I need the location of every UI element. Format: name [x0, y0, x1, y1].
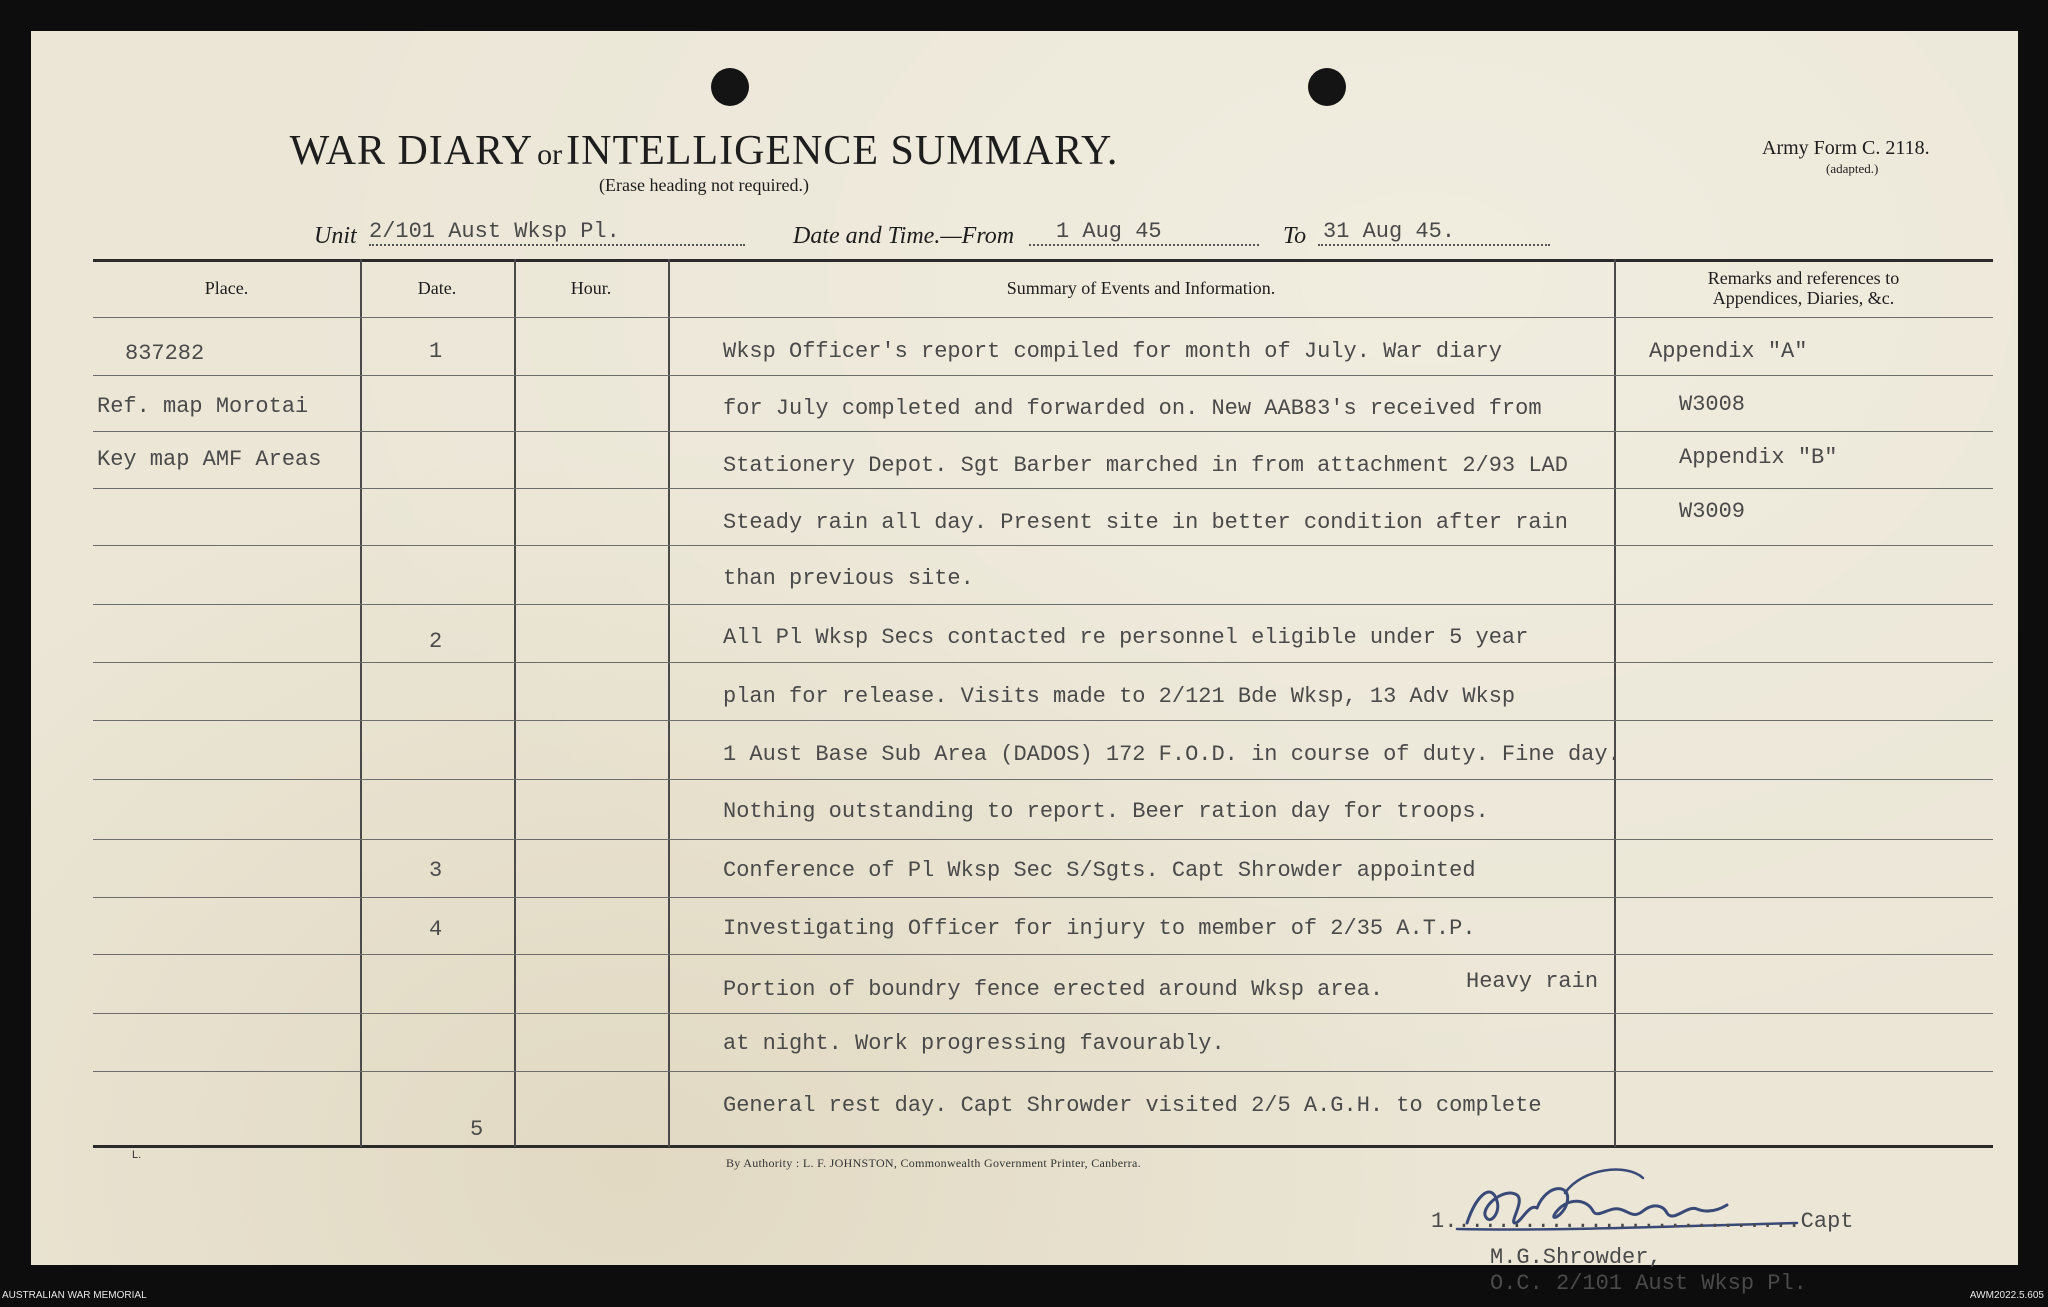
date-entry: 1 — [429, 339, 443, 364]
signatory-unit: O.C. 2/101 Aust Wksp Pl. — [1490, 1271, 1807, 1296]
handwritten-signature — [1397, 1153, 1817, 1253]
from-dotted-line — [1029, 244, 1259, 246]
unit-label: Unit — [314, 223, 357, 249]
date-entry: 5 — [470, 1117, 484, 1142]
signature-number: 1. — [1431, 1209, 1458, 1234]
signature-block — [1397, 1153, 1897, 1296]
header-summary: Summary of Events and Information. — [1006, 278, 1276, 298]
row-rule — [93, 375, 1993, 376]
remarks-entry: W3008 — [1679, 392, 1746, 417]
summary-line: Investigating Officer for injury to member of 2/35 A.T.P. — [723, 916, 1476, 941]
row-rule — [93, 720, 1993, 721]
signatory-name: M.G.Shrowder, — [1490, 1245, 1662, 1270]
row-rule — [93, 1071, 1993, 1072]
summary-line: for July completed and forwarded on. New AAB83's received from — [723, 396, 1542, 421]
diary-table — [93, 259, 1993, 1147]
place-entry: Ref. map Morotai — [97, 394, 309, 419]
punch-hole — [711, 68, 749, 106]
summary-line: Portion of boundry fence erected around Wksp area. — [723, 977, 1384, 1002]
form-number: Army Form C. 2118. — [1762, 137, 1930, 159]
summary-line: All Pl Wksp Secs contacted re personnel eligible under 5 year — [723, 625, 1529, 650]
row-rule — [93, 431, 1993, 432]
row-rule — [93, 317, 1993, 318]
header-hour: Hour. — [570, 278, 612, 298]
summary-line: 1 Aust Base Sub Area (DADOS) 172 F.O.D. in course of duty. Fine day. — [723, 742, 1621, 767]
summary-insert: Heavy rain — [1466, 969, 1599, 994]
summary-line: than previous site. — [723, 566, 974, 591]
table-bottom-rule — [93, 1145, 1993, 1148]
row-rule — [93, 488, 1993, 489]
footer-mark: L. — [132, 1149, 142, 1161]
archive-credit: AUSTRALIAN WAR MEMORIAL — [2, 1290, 147, 1301]
place-entry: 837282 — [125, 341, 205, 366]
signature-rank: Capt — [1800, 1209, 1854, 1234]
row-rule — [93, 954, 1993, 955]
punch-hole — [1308, 68, 1346, 106]
summary-line: Conference of Pl Wksp Sec S/Sgts. Capt Shrowder appointed — [723, 858, 1476, 883]
date-entry: 3 — [429, 858, 443, 883]
war-diary-sheet — [31, 31, 2018, 1296]
to-value: 31 Aug 45. — [1323, 219, 1456, 244]
row-rule — [93, 839, 1993, 840]
row-rule — [93, 779, 1993, 780]
row-rule — [93, 897, 1993, 898]
summary-line: General rest day. Capt Shrowder visited 2/5 A.G.H. to complete — [723, 1093, 1542, 1118]
date-time-label: Date and Time.—From — [793, 223, 1015, 249]
row-rule — [93, 1013, 1993, 1014]
form-subtitle: (Erase heading not required.) — [599, 175, 809, 195]
remarks-entry: W3009 — [1679, 499, 1746, 524]
row-rule — [93, 545, 1993, 546]
date-entry: 2 — [429, 629, 443, 654]
from-value: 1 Aug 45 — [1056, 219, 1162, 244]
header-remarks-line: Appendices, Diaries, &c. — [1712, 288, 1895, 308]
summary-line: plan for release. Visits made to 2/121 Bde Wksp, 13 Adv Wksp — [723, 684, 1516, 709]
signature-line — [1431, 1209, 1853, 1234]
to-label: To — [1283, 223, 1307, 249]
summary-line: Steady rain all day. Present site in better condition after rain — [723, 510, 1568, 535]
date-entry: 4 — [429, 917, 443, 942]
row-rule — [93, 604, 1993, 605]
summary-line: Stationery Depot. Sgt Barber marched in from attachment 2/93 LAD — [723, 453, 1568, 478]
row-rule — [93, 662, 1993, 663]
to-dotted-line — [1318, 244, 1550, 246]
unit-dotted-line — [369, 244, 745, 246]
summary-line: at night. Work progressing favourably. — [723, 1031, 1225, 1056]
footer-authority: By Authority : L. F. JOHNSTON, Commonwealth Government Printer, Canberra. — [726, 1156, 1141, 1170]
summary-line: Wksp Officer's report compiled for month of July. War diary — [723, 339, 1502, 364]
form-adapted: (adapted.) — [1826, 161, 1879, 176]
header-remarks-line: Remarks and references to — [1707, 268, 1900, 288]
summary-line: Nothing outstanding to report. Beer ration day for troops. — [723, 799, 1489, 824]
signature-dots: .......................... — [1457, 1209, 1801, 1234]
place-entry: Key map AMF Areas — [97, 447, 322, 472]
form-title: WAR DIARY or INTELLIGENCE SUMMARY. — [289, 128, 1119, 174]
remarks-entry: Appendix "A" — [1649, 339, 1808, 364]
header-place: Place. — [204, 278, 249, 298]
header-date: Date. — [417, 278, 457, 298]
unit-value: 2/101 Aust Wksp Pl. — [369, 219, 620, 244]
header-remarks — [1614, 259, 1993, 317]
archive-id: AWM2022.5.605 — [1969, 1290, 2044, 1301]
remarks-entry: Appendix "B" — [1679, 445, 1838, 470]
